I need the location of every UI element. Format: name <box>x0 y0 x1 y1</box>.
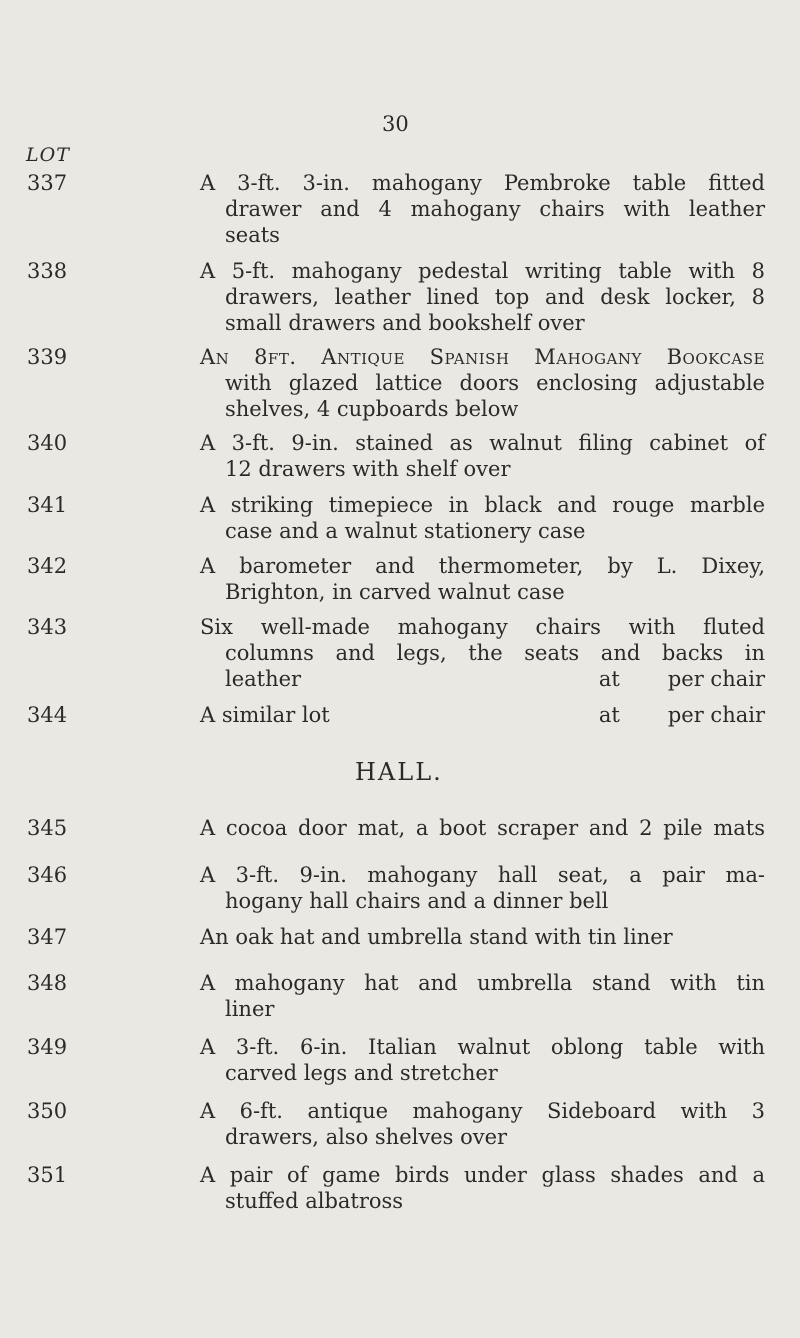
lot-description <box>200 1034 765 1086</box>
description-line: small drawers and bookshelf over <box>225 311 585 335</box>
section-heading-hall: HALL. <box>355 758 443 786</box>
lot-description <box>200 702 765 728</box>
description-line: case and a walnut stationery case <box>225 519 586 543</box>
lot-description <box>200 492 765 544</box>
lot-number: 339 <box>27 345 68 369</box>
price-line <box>200 666 765 692</box>
description-line: A cocoa door mat, a boot scraper and 2 pile mats <box>200 816 765 840</box>
price-per-label: per chair <box>667 703 765 727</box>
description-line: seats <box>225 223 280 247</box>
page-number: 30 <box>382 112 409 136</box>
lot-description <box>200 924 765 950</box>
lot-number: 341 <box>27 493 68 517</box>
price-at-label: at <box>598 703 620 727</box>
description-line: shelves, 4 cupboards below <box>225 397 519 421</box>
description-line: Six well-made mahogany chairs with fluted <box>200 615 765 639</box>
description-line: 12 drawers with shelf over <box>225 457 511 481</box>
lot-description <box>200 258 765 336</box>
description-line: Brighton, in carved walnut case <box>225 580 565 604</box>
description-line: drawer and 4 mahogany chairs with leather <box>225 197 765 221</box>
description-line: columns and legs, the seats and backs in <box>225 641 765 665</box>
lot-column-header: LOT <box>26 144 70 166</box>
description-line: A 3-ft. 9-in. stained as walnut filing cabinet of <box>200 431 765 455</box>
lot-number: 337 <box>27 171 68 195</box>
price-line-text: A similar lot <box>200 703 330 727</box>
lot-number: 342 <box>27 554 68 578</box>
lot-number: 343 <box>27 615 68 639</box>
lot-description <box>200 614 765 692</box>
description-line: An 8ft. Antique Spanish Mahogany Bookcase <box>200 345 765 369</box>
description-line: A 3-ft. 6-in. Italian walnut oblong table with <box>200 1035 765 1059</box>
lot-number: 350 <box>27 1099 68 1123</box>
description-line: carved legs and stretcher <box>225 1061 498 1085</box>
description-line: with glazed lattice doors enclosing adjustable <box>225 371 765 395</box>
lot-description <box>200 862 765 914</box>
description-line: A 3-ft. 3-in. mahogany Pembroke table fitted <box>200 171 765 195</box>
lot-description <box>200 1098 765 1150</box>
lot-number: 345 <box>27 816 68 840</box>
description-line: drawers, also shelves over <box>225 1125 508 1149</box>
lot-number: 351 <box>27 1163 68 1187</box>
description-line: An oak hat and umbrella stand with tin liner <box>200 925 673 949</box>
description-line: liner <box>225 997 275 1021</box>
price-per-label: per chair <box>667 667 765 691</box>
lot-description <box>200 344 765 422</box>
price-at-label: at <box>598 667 620 691</box>
lot-number: 340 <box>27 431 68 455</box>
price-line-text: leather <box>225 667 302 691</box>
lot-description <box>200 170 765 248</box>
lot-number: 346 <box>27 863 68 887</box>
lot-description <box>200 430 765 482</box>
lot-description <box>200 553 765 605</box>
description-line: hogany hall chairs and a dinner bell <box>225 889 609 913</box>
lot-number: 347 <box>27 925 68 949</box>
lot-description <box>200 1162 765 1214</box>
description-line: A striking timepiece in black and rouge marble <box>200 493 765 517</box>
description-line: A mahogany hat and umbrella stand with tin <box>200 971 765 995</box>
description-line: A 6-ft. antique mahogany Sideboard with 3 <box>200 1099 765 1123</box>
description-line: stuffed albatross <box>225 1189 404 1213</box>
lot-description <box>200 970 765 1022</box>
lot-number: 349 <box>27 1035 68 1059</box>
description-line: A barometer and thermometer, by L. Dixey, <box>200 554 765 578</box>
price-line <box>200 702 765 728</box>
lot-number: 348 <box>27 971 68 995</box>
description-line: A 5-ft. mahogany pedestal writing table with 8 <box>200 259 765 283</box>
description-line: A pair of game birds under glass shades and a <box>200 1163 765 1187</box>
lot-number: 338 <box>27 259 68 283</box>
description-line: A 3-ft. 9-in. mahogany hall seat, a pair ma- <box>200 863 765 887</box>
lot-description <box>200 815 765 841</box>
description-line: drawers, leather lined top and desk locker, 8 <box>225 285 765 309</box>
lot-number: 344 <box>27 703 68 727</box>
